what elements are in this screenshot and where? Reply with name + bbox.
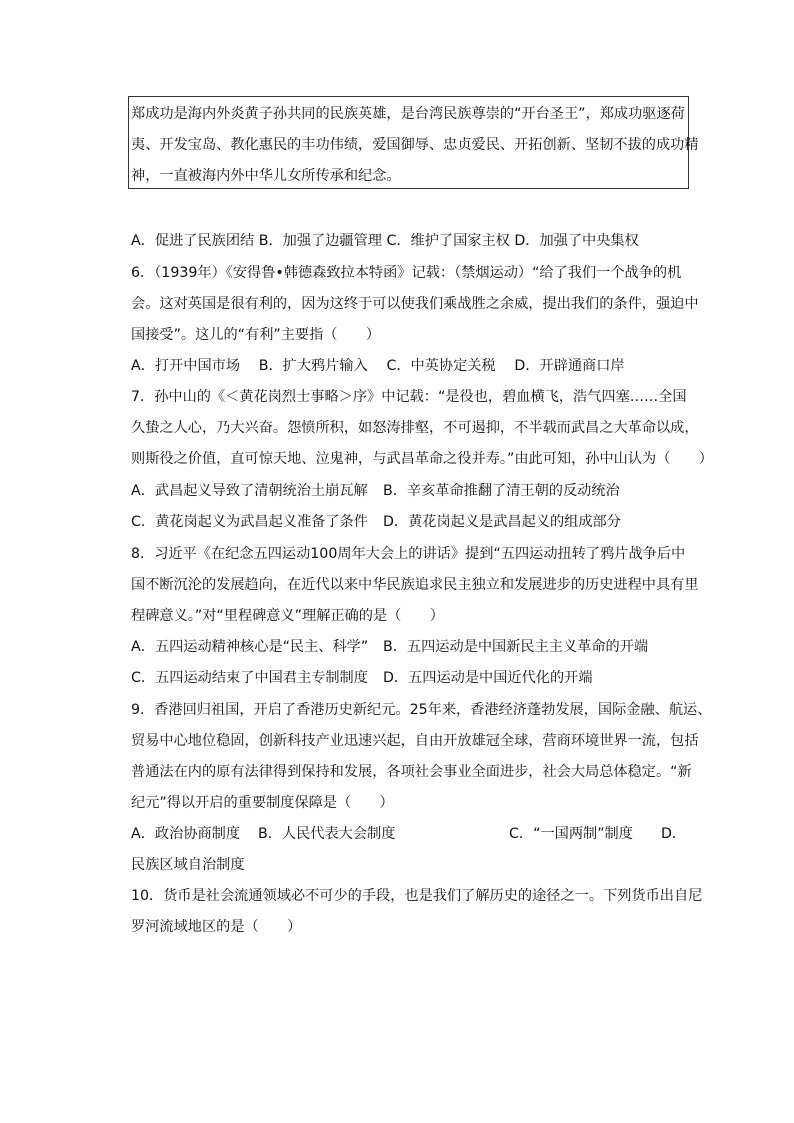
q8-stem-line-2: 国不断沉沦的发展趋向，在近代以来中华民族追求民主独立和发展进步的历史进程中具有里 <box>131 577 699 593</box>
q7-option-d: D．黄花岗起义是武昌起义的组成部分 <box>383 514 621 530</box>
q10-stem-line-2: 罗河流域地区的是（ ） <box>131 919 302 935</box>
passage-line-2: 夷、开发宝岛、教化惠民的丰功伟绩，爱国御辱、忠贞爱民、开拓创新、坚韧不拔的成功精 <box>131 137 699 153</box>
q7-stem-line-1: 7．孙中山的《＜黄花岗烈士事略＞序》中记载：“是役也，碧血横飞，浩气四塞……全国 <box>131 389 687 405</box>
q5-options: A．促进了民族团结 B．加强了边疆管理 C．维护了国家主权 D．加强了中央集权 <box>131 233 639 249</box>
passage-line-3: 神，一直被海内外中华儿女所传承和纪念。 <box>131 168 401 184</box>
q7-option-a: A．武昌起义导致了清朝统治土崩瓦解 <box>131 483 368 499</box>
q9-option-c: C．“一国两制”制度 <box>509 826 633 842</box>
q7-stem-line-3: 则斯役之价值，直可惊天地、泣鬼神，与武昌革命之役并寿。”由此可知，孙中山认为（ ） <box>131 451 713 467</box>
q9-stem-line-2: 贸易中心地位稳固，创新科技产业迅速兴起，自由开放雄冠全球，营商环境世界一流，包括 <box>131 733 699 749</box>
q7-stem-line-2: 久蛰之人心，乃大兴奋。怨愤所积，如怒涛排壑，不可遏抑，不半载而武昌之大革命以成， <box>131 420 699 436</box>
q8-option-a: A．五四运动精神核心是“民主、科学” <box>131 639 369 655</box>
q6-stem-line-3: 国接受”。这儿的“有利”主要指（ ） <box>131 327 381 343</box>
passage-line-1: 郑成功是海内外炎黄子孙共同的民族英雄，是台湾民族尊崇的“开台圣王”，郑成功驱逐荷 <box>131 106 685 122</box>
q6-stem-line-1: 6．（1939年）《安得鲁•韩德森致拉本特函》记载：（禁烟运动）“给了我们一个战争的机 <box>131 265 682 281</box>
q7-option-c: C．黄花岗起义为武昌起义准备了条件 <box>131 514 368 530</box>
q9-option-a: A．政治协商制度 <box>131 826 241 842</box>
q9-option-d-label: D． <box>661 826 687 842</box>
q8-option-d: D．五四运动是中国近代化的开端 <box>383 670 593 686</box>
q8-option-c: C．五四运动结束了中国君主专制制度 <box>131 670 368 686</box>
q9-stem-line-4: 纪元”得以开启的重要制度保障是（ ） <box>131 795 394 811</box>
q8-option-b: B．五四运动是中国新民主主义革命的开端 <box>383 639 649 655</box>
q6-stem-line-2: 会。这对英国是很有利的，因为这终于可以使我们乘战胜之余威，提出我们的条件，强迫中 <box>131 296 699 312</box>
q8-stem-line-1: 8．习近平《在纪念五四运动100周年大会上的讲话》提到“五四运动扭转了鸦片战争后中 <box>131 546 686 562</box>
q9-option-d-text: 民族区域自治制度 <box>131 857 245 873</box>
q10-stem-line-1: 10．货币是社会流通领域必不可少的手段，也是我们了解历史的途径之一。下列货币出自尼 <box>131 888 703 904</box>
q9-stem-line-1: 9．香港回归祖国，开启了香港历史新纪元。25年来，香港经济蓬勃发展，国际金融、航运、 <box>131 702 712 718</box>
q8-stem-line-3: 程碑意义。”对“里程碑意义”理解正确的是（ ） <box>131 608 444 624</box>
q9-stem-line-3: 普通法在内的原有法律得到保持和发展，各项社会事业全面进步，社会大局总体稳定。“新 <box>131 764 692 780</box>
q7-option-b: B．辛亥革命推翻了清王朝的反动统治 <box>383 483 620 499</box>
q6-options: A．打开中国市场 B．扩大鸦片输入 C．中英协定关税 D．开辟通商口岸 <box>131 358 625 374</box>
q9-option-b: B．人民代表大会制度 <box>258 826 396 842</box>
